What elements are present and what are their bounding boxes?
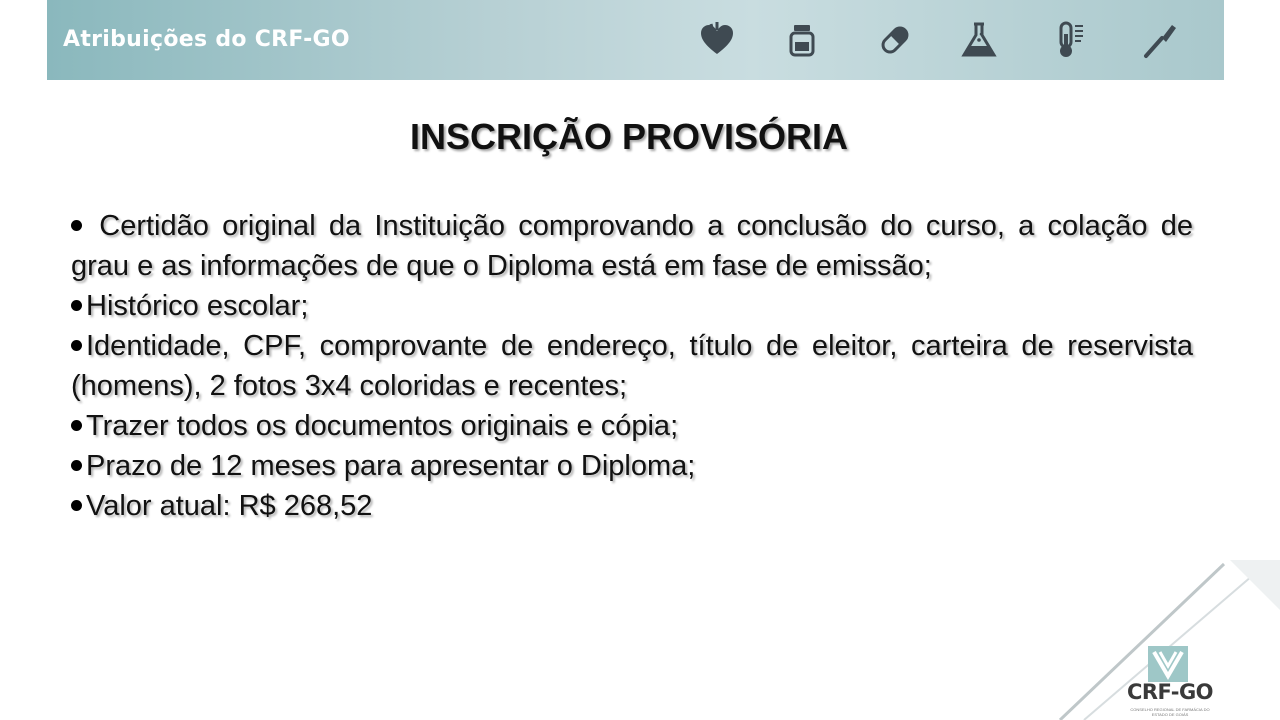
logo-text: CRF-GO [1126, 680, 1214, 704]
bullet-item-documentos [71, 326, 1193, 406]
bullet-item-copias [71, 406, 1193, 446]
bullet-text: Histórico escolar; [86, 290, 309, 322]
header-bar [47, 0, 1224, 80]
bullet-dot-icon [71, 420, 82, 431]
bullet-item-historico [71, 286, 1193, 326]
bullet-item-certidao [71, 206, 1193, 286]
logo-subtitle: CONSELHO REGIONAL DE FARMÁCIA DO ESTADO DE GOIÁS [1130, 707, 1210, 717]
bullet-text: Valor atual: R$ 268,52 [86, 490, 373, 522]
bullet-item-valor [71, 486, 1193, 526]
heart-icon [697, 20, 737, 60]
bullet-list [71, 206, 1193, 526]
header-title: Atribuições do CRF-GO [63, 27, 350, 52]
slide-title: INSCRIÇÃO PROVISÓRIA [409, 116, 849, 157]
bullet-text: Identidade, CPF, comprovante de endereço, título de eleitor, carteira de reservista (homens), 2 fotos 3x4 coloridas e recentes; [71, 330, 1193, 402]
jar-icon [782, 20, 822, 60]
bullet-dot-icon [71, 460, 82, 471]
thermometer-icon [1050, 20, 1090, 60]
bullet-text: Certidão original da Instituição comprovando a conclusão do curso, a colação de grau e as informações de que o Diploma está em fase de emissão; [71, 210, 1193, 282]
crf-go-logo [1124, 640, 1224, 720]
pill-icon [875, 20, 915, 60]
logo-mark-icon [1146, 644, 1190, 684]
bullet-dot-icon [71, 500, 82, 511]
header-icons [47, 0, 1224, 80]
bullet-text: Prazo de 12 meses para apresentar o Diploma; [86, 450, 696, 482]
bullet-dot-icon [71, 340, 82, 351]
bullet-item-prazo [71, 446, 1193, 486]
bullet-text: Trazer todos os documentos originais e cópia; [86, 410, 679, 442]
flask-icon [959, 20, 999, 60]
bullet-dot-icon [71, 300, 82, 311]
spatula-icon [1140, 20, 1180, 60]
bullet-dot-icon [71, 220, 82, 231]
